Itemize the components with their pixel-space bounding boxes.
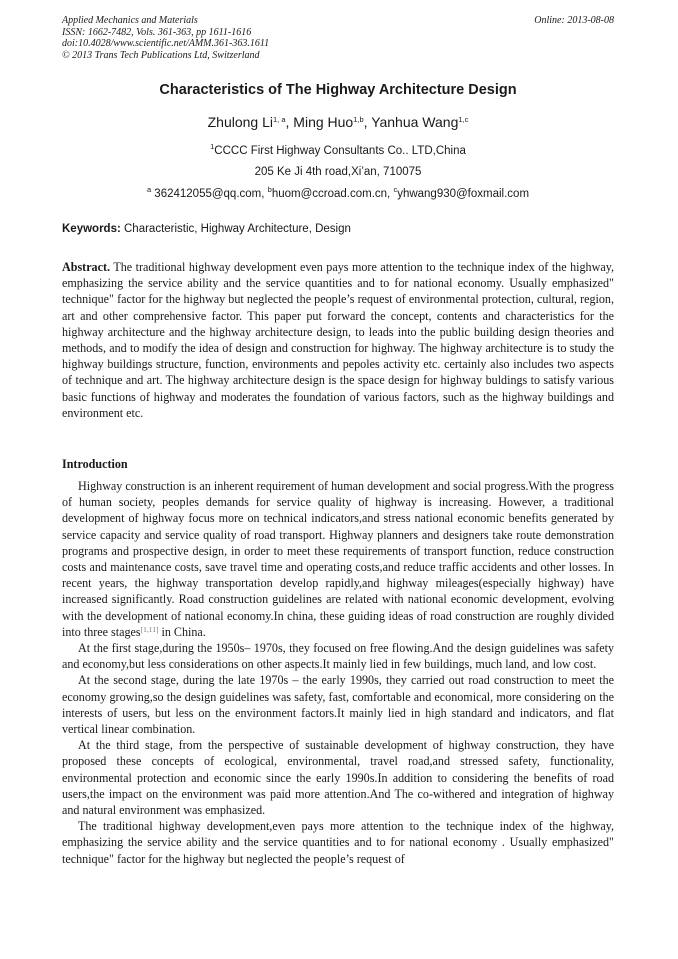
author-list [62,114,614,130]
intro-paragraph: The traditional highway development,even pays more attention to the technique index of the highway, emphasizing the service ability and the service quantities and to for national economy . Usually emphasized" technique" factor for the highway but neglected the people’s request of [62,819,614,866]
email-sup: b [267,185,272,194]
author-affil-sup: 1,c [458,115,469,124]
copyright-line: © 2013 Trans Tech Publications Ltd, Switzerland [62,49,260,61]
online-date: Online: 2013-08-08 [534,15,614,26]
intro-paragraph: At the first stage,during the 1950s– 1970s, they focused on free flowing.And the design guidelines was safety and economy,but less considerations on other aspects.It mainly lied in few buildings, much land, and low cost. [62,641,614,672]
author-separator: , [363,114,372,130]
intro-text: in China. [158,624,206,639]
author-name: Zhulong Li [207,114,273,130]
affiliation-org [62,142,614,157]
author-separator: , [285,114,294,130]
author-name: Yanhua Wang [371,114,459,130]
journal-name: Applied Mechanics and Materials [62,15,198,26]
intro-paragraph: At the third stage, from the perspective of sustainable development of highway construction, they have proposed these concepts of ecological, environmental, travel road,and stressed safety, functionality, environmental protection and economic since the early 1990s.In addition to considering the benefits of road users,the impact on the environment was paid more attention.And The co-withered and integration of highway and natural environment was emphasized. [62,738,614,818]
keywords-line [62,223,614,235]
affil-sup: 1 [210,142,215,151]
keywords-label: Keywords: [62,223,121,235]
abstract-paragraph [62,259,614,421]
intro-paragraph [62,478,614,640]
email-address: yhwang930@foxmail.com [397,188,530,200]
keywords-text: Characteristic, Highway Architecture, Design [120,223,351,235]
issn-line: ISSN: 1662-7482, Vols. 361-363, pp 1611-1616 [62,26,252,38]
journal-header [62,15,614,61]
author-affil-sup: 1, a [273,115,286,124]
author-affil-sup: 1,b [353,115,364,124]
author-name: Ming Huo [293,114,354,130]
intro-text: Highway construction is an inherent requirement of human development and social progress.With the progress of human society, peoples demands for service quality of highway is increasing. However, a traditional development of highway focus more on technical indicators,and stress national economic benefits generated by service capacity and service quality of road transport. Highway planners and designers take route demonstration programs and prospective design, in order to meet these requirements of transport function, reduce construction costs and maintenance costs, save travel time and operating costs,and reduce traffic accidents and other losses. In recent years, the highway transportation develop rapidly,and highway mileages(especially highway) have increased significantly. Road construction guidelines are related with national economic development, evolving with the development of national economy.In china, these guiding ideas of road construction are roughly divided into three stages [62,479,614,639]
section-heading-introduction: Introduction [62,457,128,471]
paper-title: Characteristics of The Highway Architecture Design [159,82,517,98]
doi-line: doi:10.4028/www.scientific.net/AMM.361-363.1611 [62,38,270,49]
email-sup: a [146,185,152,194]
affiliation-address: 205 Ke Ji 4th road,Xi’an, 710075 [254,166,422,178]
abstract-text: The traditional highway development even pays more attention to the technique index of the highway, emphasizing the service ability and the service quantities and to for national economy. Usually emphasized" technique" factor for the highway but neglected the people’s request of environmental protection, cultural, region, art and other comprehensive factor. This paper put forward the concept, contents and characteristics for the highway architecture and the highway architecture design, to leads into the public building design theories and methods, and to modify the idea of design and construction for highway. The highway architecture is to study the highway buildings structure, function, environments and pepoles activity etc. certainly also includes two aspects of technique and art. The highway architecture design is the space design for highway buldings to satisfy various basic functions of highway and moderates the foundation of various factors, such as the highway buildings and environment etc. [62,260,614,420]
introduction-section [62,478,614,867]
email-line [62,185,614,200]
abstract-label: Abstract. [62,260,111,274]
email-sup: c [393,185,398,194]
email-address: 362412055@qq.com, [151,188,268,200]
email-address: huom@ccroad.com.cn, [271,188,394,200]
citation-ref[interactable]: [1,11] [140,624,159,634]
intro-paragraph: At the second stage, during the late 1970s – the early 1990s, they carried out road construction to meet the economy growing,so the design guidelines was safety, fast, comfortable and economical, more considering on the interests of users, but less on the environment factors.It mainly lied in high standard and indicators, and flat vertical linear combination. [62,673,614,737]
affiliation-org-text: CCCC First Highway Consultants Co.. LTD,China [214,145,466,157]
